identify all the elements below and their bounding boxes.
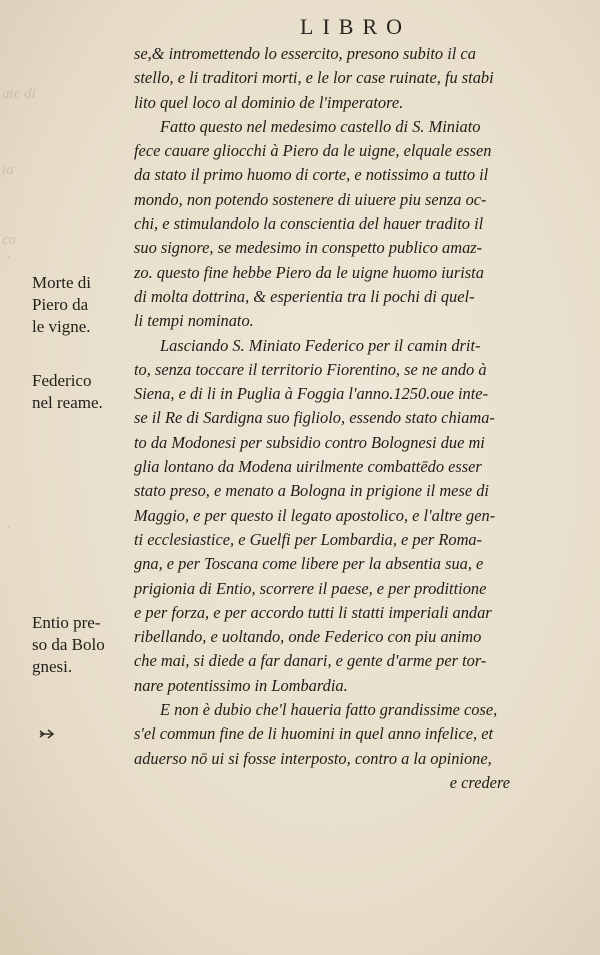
- printer-pointer-icon: [38, 727, 62, 741]
- margin-note-federico: [32, 370, 103, 414]
- margin-note-line: Piero da: [32, 295, 89, 314]
- text-line: s'el commun fine de li huomini in quel anno infelice, et: [134, 724, 494, 744]
- margin-note-entio: [32, 612, 105, 678]
- running-header: LIBRO: [300, 14, 411, 39]
- catchword: e credere: [449, 772, 510, 792]
- body-text: [134, 42, 574, 795]
- text-line: che mai, si diede a far danari, e gente d'arme per tor-: [134, 651, 487, 671]
- margin-note-line: Entio pre-: [32, 613, 101, 632]
- text-line: prigionia di Entio, scorrere il paese, e per prodittione: [134, 578, 487, 598]
- margin-note-line: Morte di: [32, 273, 92, 292]
- text-line: gna, e per Toscana come libere per la absentia sua, e: [134, 554, 484, 574]
- text-line: Maggio, e per questo il legato apostolico, e l'altre gen-: [134, 505, 496, 525]
- text-line: di molta dottrina, & esperientia tra li pochi di quel-: [134, 286, 475, 306]
- text-line: Lasciando S. Miniato Federico per il camin drit-: [160, 335, 481, 355]
- text-line: ti ecclesiastice, e Guelfi per Lombardia, e per Roma-: [134, 529, 483, 549]
- text-line: glia lontano da Modena uirilmente combattēdo esser: [134, 457, 482, 477]
- text-line: to, senza toccare il territorio Fiorentino, se ne ando à: [134, 359, 487, 379]
- margin-note-line: nel reame.: [32, 393, 103, 412]
- text-line: stello, e li traditori morti, e le lor case ruinate, fu stabi: [134, 68, 494, 88]
- text-line: E non è dubio che'l haueria fatto grandissime cose,: [160, 700, 498, 720]
- margin-note-line: so da Bolo: [32, 635, 105, 654]
- text-line: zo. questo fine hebbe Piero da le uigne huomo iurista: [134, 262, 484, 282]
- margin-note-line: gnesi.: [32, 657, 73, 676]
- text-line: se,& intromettendo lo essercito, presono subito il ca: [134, 44, 476, 63]
- text-line: aduerso nō ui si fosse interposto, contro a la opinione,: [134, 748, 492, 768]
- text-line: lito quel loco al dominio de l'imperatore.: [134, 92, 404, 112]
- margin-note-line: le vigne.: [32, 317, 91, 336]
- show-through-mark: ·: [6, 250, 11, 266]
- text-line: se il Re di Sardigna suo figliolo, essendo stato chiama-: [134, 408, 495, 428]
- text-line: e per forza, e per accordo tutti li statti imperiali andar: [134, 602, 492, 622]
- text-line: suo signore, se medesimo in conspetto publico amaz-: [134, 238, 483, 258]
- margin-note-line: Federico: [32, 371, 92, 390]
- text-line: fece cauare gliocchi à Piero da le uigne, elquale essen: [134, 141, 492, 161]
- text-line: Siena, e di li in Puglia à Foggia l'anno.1250.oue inte-: [134, 384, 489, 404]
- text-line: ribellando, e uoltando, onde Federico con piu animo: [134, 627, 482, 647]
- show-through-mark: ·: [6, 520, 11, 536]
- text-line: Fatto questo nel medesimo castello di S. Miniato: [160, 116, 481, 136]
- text-line: nare potentissimo in Lombardia.: [134, 675, 348, 695]
- margin-note-piero: [32, 272, 91, 338]
- text-line: da stato il primo huomo di corte, e notissimo a tutto il: [134, 165, 489, 185]
- text-line: chi, e stimulandolo la conscientia del hauer tradito il: [134, 214, 484, 234]
- text-line: li tempi nominato.: [134, 311, 254, 331]
- text-line: mondo, non potendo sostenere di uiuere piu senza oc-: [134, 189, 487, 209]
- text-line: stato preso, e menato a Bologna in prigione il mese di: [134, 481, 489, 501]
- text-line: to da Modonesi per subsidio contro Bolognesi due mi: [134, 432, 485, 452]
- show-through-text: ate di iu ca: [2, 86, 36, 248]
